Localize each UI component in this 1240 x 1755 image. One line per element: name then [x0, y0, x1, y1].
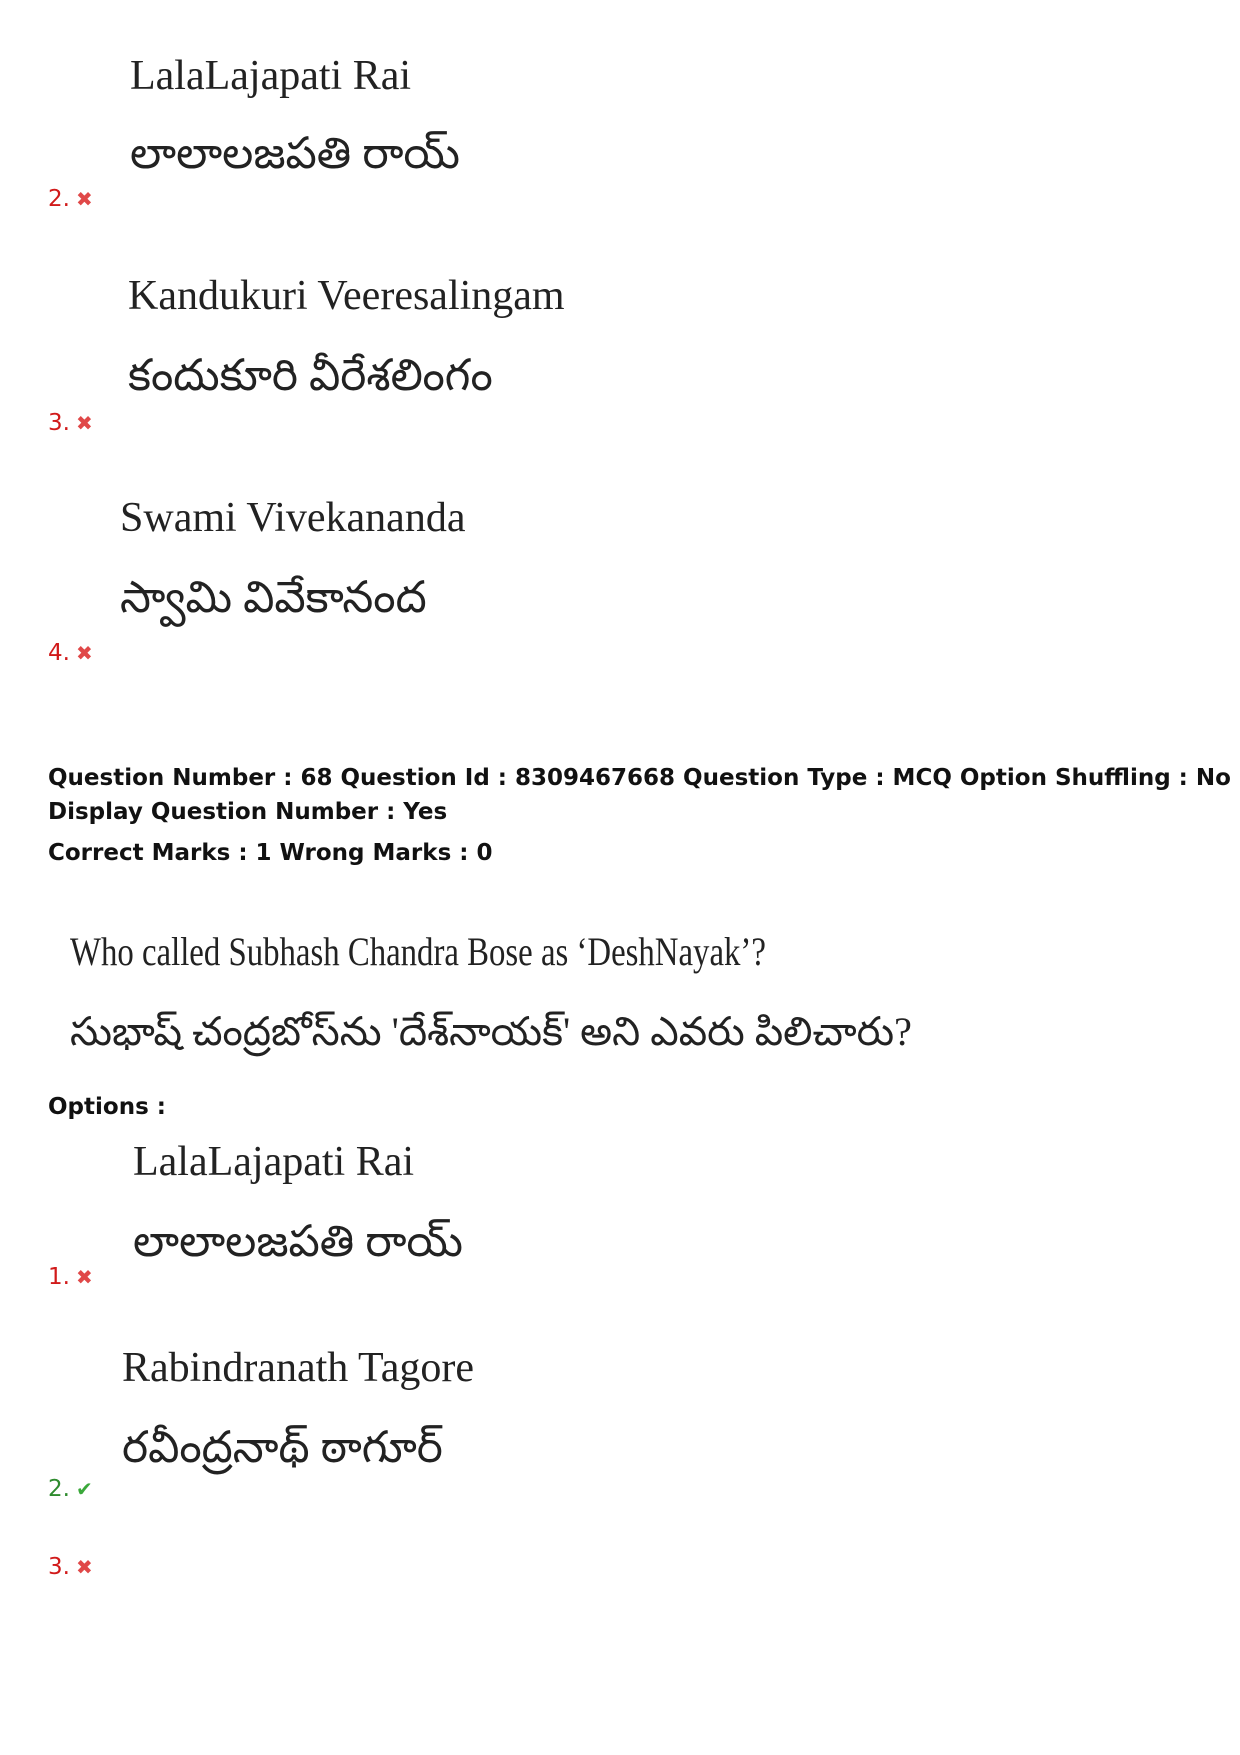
- option-number: [48, 1264, 93, 1290]
- option-telugu-text: లాలాలజపతి రాయ్: [130, 129, 460, 178]
- question-meta-line2: Display Question Number : Yes: [48, 799, 448, 825]
- cross-icon: ✖: [75, 411, 93, 435]
- option-english-text: LalaLajapati Rai: [130, 53, 412, 99]
- option-english-text: Swami Vivekananda: [120, 495, 466, 541]
- option-number: [48, 1476, 93, 1502]
- option-number-label: 3.: [48, 410, 70, 436]
- options-label: Options :: [48, 1094, 166, 1120]
- cross-icon: ✖: [75, 1555, 93, 1579]
- option-telugu-text: లాలాలజపతి రాయ్: [133, 1217, 463, 1266]
- check-icon: ✔: [75, 1477, 93, 1501]
- cross-icon: ✖: [75, 187, 93, 211]
- option-english-text: Kandukuri Veeresalingam: [128, 273, 565, 319]
- question-text-telugu: సుభాష్ చంద్రబోస్‌ను 'దేశ్‌నాయక్' అని ఎవరు పిలిచారు?: [70, 1009, 912, 1054]
- option-number-label: 1.: [48, 1264, 70, 1290]
- option-telugu-text: స్వామి వివేకానంద: [120, 573, 427, 622]
- option-telugu-text: రవీంద్రనాథ్ ఠాగూర్: [122, 1423, 443, 1472]
- question-marks-line: Correct Marks : 1 Wrong Marks : 0: [48, 840, 493, 866]
- option-telugu-text: కందుకూరి వీరేశలింగం: [128, 351, 493, 400]
- cross-icon: ✖: [75, 1265, 93, 1289]
- option-number: [48, 186, 93, 212]
- option-number-label: 2.: [48, 186, 70, 212]
- option-number: [48, 1554, 93, 1580]
- question-meta-line1: Question Number : 68 Question Id : 8309467668 Question Type : MCQ Option Shuffling : No: [48, 765, 1231, 791]
- cross-icon: ✖: [75, 641, 93, 665]
- option-number: [48, 640, 93, 666]
- option-number-label: 2.: [48, 1476, 70, 1502]
- option-number: [48, 410, 93, 436]
- option-english-text: LalaLajapati Rai: [133, 1139, 415, 1185]
- option-number-label: 3.: [48, 1554, 70, 1580]
- option-number-label: 4.: [48, 640, 70, 666]
- option-english-text: Rabindranath Tagore: [122, 1345, 474, 1391]
- question-text-english: Who called Subhash Chandra Bose as ‘DeshNayak’?: [70, 929, 766, 974]
